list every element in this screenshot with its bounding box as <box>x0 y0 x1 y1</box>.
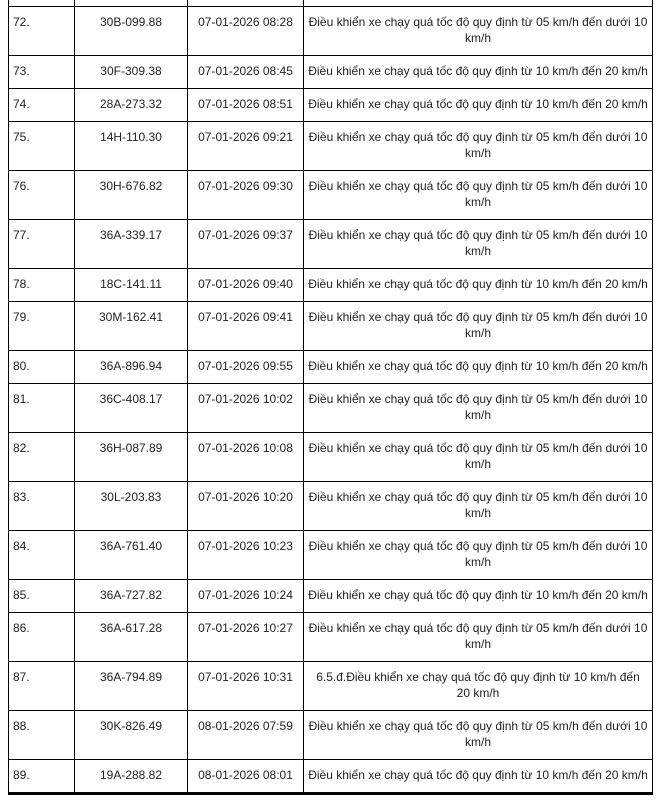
cell-datetime: 07-01-2026 09:30 <box>188 171 304 220</box>
cell-license-plate: 19A-288.82 <box>75 760 188 794</box>
cell-license-plate: 18C-141.11 <box>75 269 188 302</box>
cell-violation: Điều khiển xe chạy quá tốc độ quy định từ 05 km/h đến dưới 10 km/h <box>304 433 653 482</box>
cell-row-number: 81. <box>9 384 75 433</box>
cell-datetime: 07-01-2026 10:24 <box>188 580 304 613</box>
cell-license-plate: 36A-727.82 <box>75 580 188 613</box>
table-body <box>9 0 653 794</box>
cell-row-number: 74. <box>9 89 75 122</box>
cell-license-plate: 36C-408.17 <box>75 384 188 433</box>
cell-violation: 6.5.đ.Điều khiển xe chạy quá tốc độ quy định từ 10 km/h đến 20 km/h <box>304 662 653 711</box>
cell-row-number: 83. <box>9 482 75 531</box>
cell-violation: Điều khiển xe chạy quá tốc độ quy định từ 05 km/h đến dưới 10 km/h <box>304 7 653 56</box>
cell-license-plate: 36A-617.28 <box>75 613 188 662</box>
cell-license-plate: 36A-794.89 <box>75 662 188 711</box>
cell-violation: Điều khiển xe chạy quá tốc độ quy định từ 05 km/h đến dưới 10 km/h <box>304 531 653 580</box>
table-row <box>9 351 653 384</box>
violations-table <box>8 0 653 795</box>
table-row <box>9 531 653 580</box>
cell-license-plate: 30B-099.88 <box>75 7 188 56</box>
cell-datetime: 07-01-2026 08:45 <box>188 56 304 89</box>
table-row <box>9 269 653 302</box>
cell-license-plate: 30M-162.41 <box>75 302 188 351</box>
cell-row-number: 72. <box>9 7 75 56</box>
table-row <box>9 89 653 122</box>
cell-datetime: 07-01-2026 08:28 <box>188 7 304 56</box>
table-row <box>9 613 653 662</box>
cell-row-number: 82. <box>9 433 75 482</box>
cell-violation: Điều khiển xe chạy quá tốc độ quy định từ 10 km/h đến 20 km/h <box>304 760 653 794</box>
cell-datetime: 07-01-2026 10:23 <box>188 531 304 580</box>
table-row <box>9 433 653 482</box>
cell-datetime: 08-01-2026 07:59 <box>188 711 304 760</box>
table-row <box>9 220 653 269</box>
cell-violation: Điều khiển xe chạy quá tốc độ quy định từ 05 km/h đến dưới 10 km/h <box>304 171 653 220</box>
cell-license-plate: 36H-087.89 <box>75 433 188 482</box>
cell-license-plate: 30L-203.83 <box>75 482 188 531</box>
cell-row-number: 87. <box>9 662 75 711</box>
cell-datetime: 08-01-2026 08:01 <box>188 760 304 794</box>
cell-license-plate: 36A-896.94 <box>75 351 188 384</box>
cell-datetime: 07-01-2026 09:41 <box>188 302 304 351</box>
cell-license-plate: 30F-309.38 <box>75 56 188 89</box>
table-row <box>9 580 653 613</box>
table-row <box>9 482 653 531</box>
cell-violation: Điều khiển xe chạy quá tốc độ quy định từ 10 km/h đến 20 km/h <box>304 580 653 613</box>
cell-datetime: 07-01-2026 10:08 <box>188 433 304 482</box>
cell-violation: Điều khiển xe chạy quá tốc độ quy định từ 05 km/h đến dưới 10 km/h <box>304 384 653 433</box>
table-row <box>9 302 653 351</box>
cell-datetime: 07-01-2026 10:31 <box>188 662 304 711</box>
table-row <box>9 662 653 711</box>
cell-row-number: 85. <box>9 580 75 613</box>
cell-datetime: 07-01-2026 08:51 <box>188 89 304 122</box>
cell-datetime: 07-01-2026 10:27 <box>188 613 304 662</box>
cell-violation: Điều khiển xe chạy quá tốc độ quy định từ 05 km/h đến dưới 10 km/h <box>304 122 653 171</box>
cell-violation: Điều khiển xe chạy quá tốc độ quy định từ 05 km/h đến dưới 10 km/h <box>304 220 653 269</box>
cell-datetime: 07-01-2026 10:20 <box>188 482 304 531</box>
cell-row-number: 78. <box>9 269 75 302</box>
cell-datetime: 07-01-2026 09:55 <box>188 351 304 384</box>
cell-license-plate: 36A-339.17 <box>75 220 188 269</box>
table-row <box>9 711 653 760</box>
cell-datetime: 07-01-2026 10:02 <box>188 384 304 433</box>
cell-row-number: 76. <box>9 171 75 220</box>
cell-violation: Điều khiển xe chạy quá tốc độ quy định từ 10 km/h đến 20 km/h <box>304 351 653 384</box>
cell-row-number: 84. <box>9 531 75 580</box>
table-row <box>9 760 653 794</box>
cell-datetime: 07-01-2026 09:40 <box>188 269 304 302</box>
cell-license-plate: 30K-826.49 <box>75 711 188 760</box>
cell-row-number: 77. <box>9 220 75 269</box>
cell-row-number: 73. <box>9 56 75 89</box>
cell-violation: Điều khiển xe chạy quá tốc độ quy định từ 05 km/h đến dưới 10 km/h <box>304 482 653 531</box>
cell-license-plate: 36A-761.40 <box>75 531 188 580</box>
cell-violation: Điều khiển xe chạy quá tốc độ quy định từ 05 km/h đến dưới 10 km/h <box>304 613 653 662</box>
table-row <box>9 56 653 89</box>
cell-violation: Điều khiển xe chạy quá tốc độ quy định từ 10 km/h đến 20 km/h <box>304 89 653 122</box>
table-row <box>9 7 653 56</box>
cell-license-plate: 14H-110.30 <box>75 122 188 171</box>
cell-violation: Điều khiển xe chạy quá tốc độ quy định từ 10 km/h đến 20 km/h <box>304 56 653 89</box>
cell-row-number: 86. <box>9 613 75 662</box>
cell-row-number: 89. <box>9 760 75 794</box>
cell-license-plate: 30H-676.82 <box>75 171 188 220</box>
cell-violation: Điều khiển xe chạy quá tốc độ quy định từ 10 km/h đến 20 km/h <box>304 269 653 302</box>
cell-violation: Điều khiển xe chạy quá tốc độ quy định từ 05 km/h đến dưới 10 km/h <box>304 302 653 351</box>
cell-violation: Điều khiển xe chạy quá tốc độ quy định từ 05 km/h đến dưới 10 km/h <box>304 711 653 760</box>
table-row <box>9 384 653 433</box>
cell-datetime: 07-01-2026 09:21 <box>188 122 304 171</box>
cell-row-number: 75. <box>9 122 75 171</box>
table-row <box>9 122 653 171</box>
cell-row-number: 79. <box>9 302 75 351</box>
cell-datetime: 07-01-2026 09:37 <box>188 220 304 269</box>
table-row <box>9 171 653 220</box>
cell-row-number: 88. <box>9 711 75 760</box>
cell-license-plate: 28A-273.32 <box>75 89 188 122</box>
cell-row-number: 80. <box>9 351 75 384</box>
